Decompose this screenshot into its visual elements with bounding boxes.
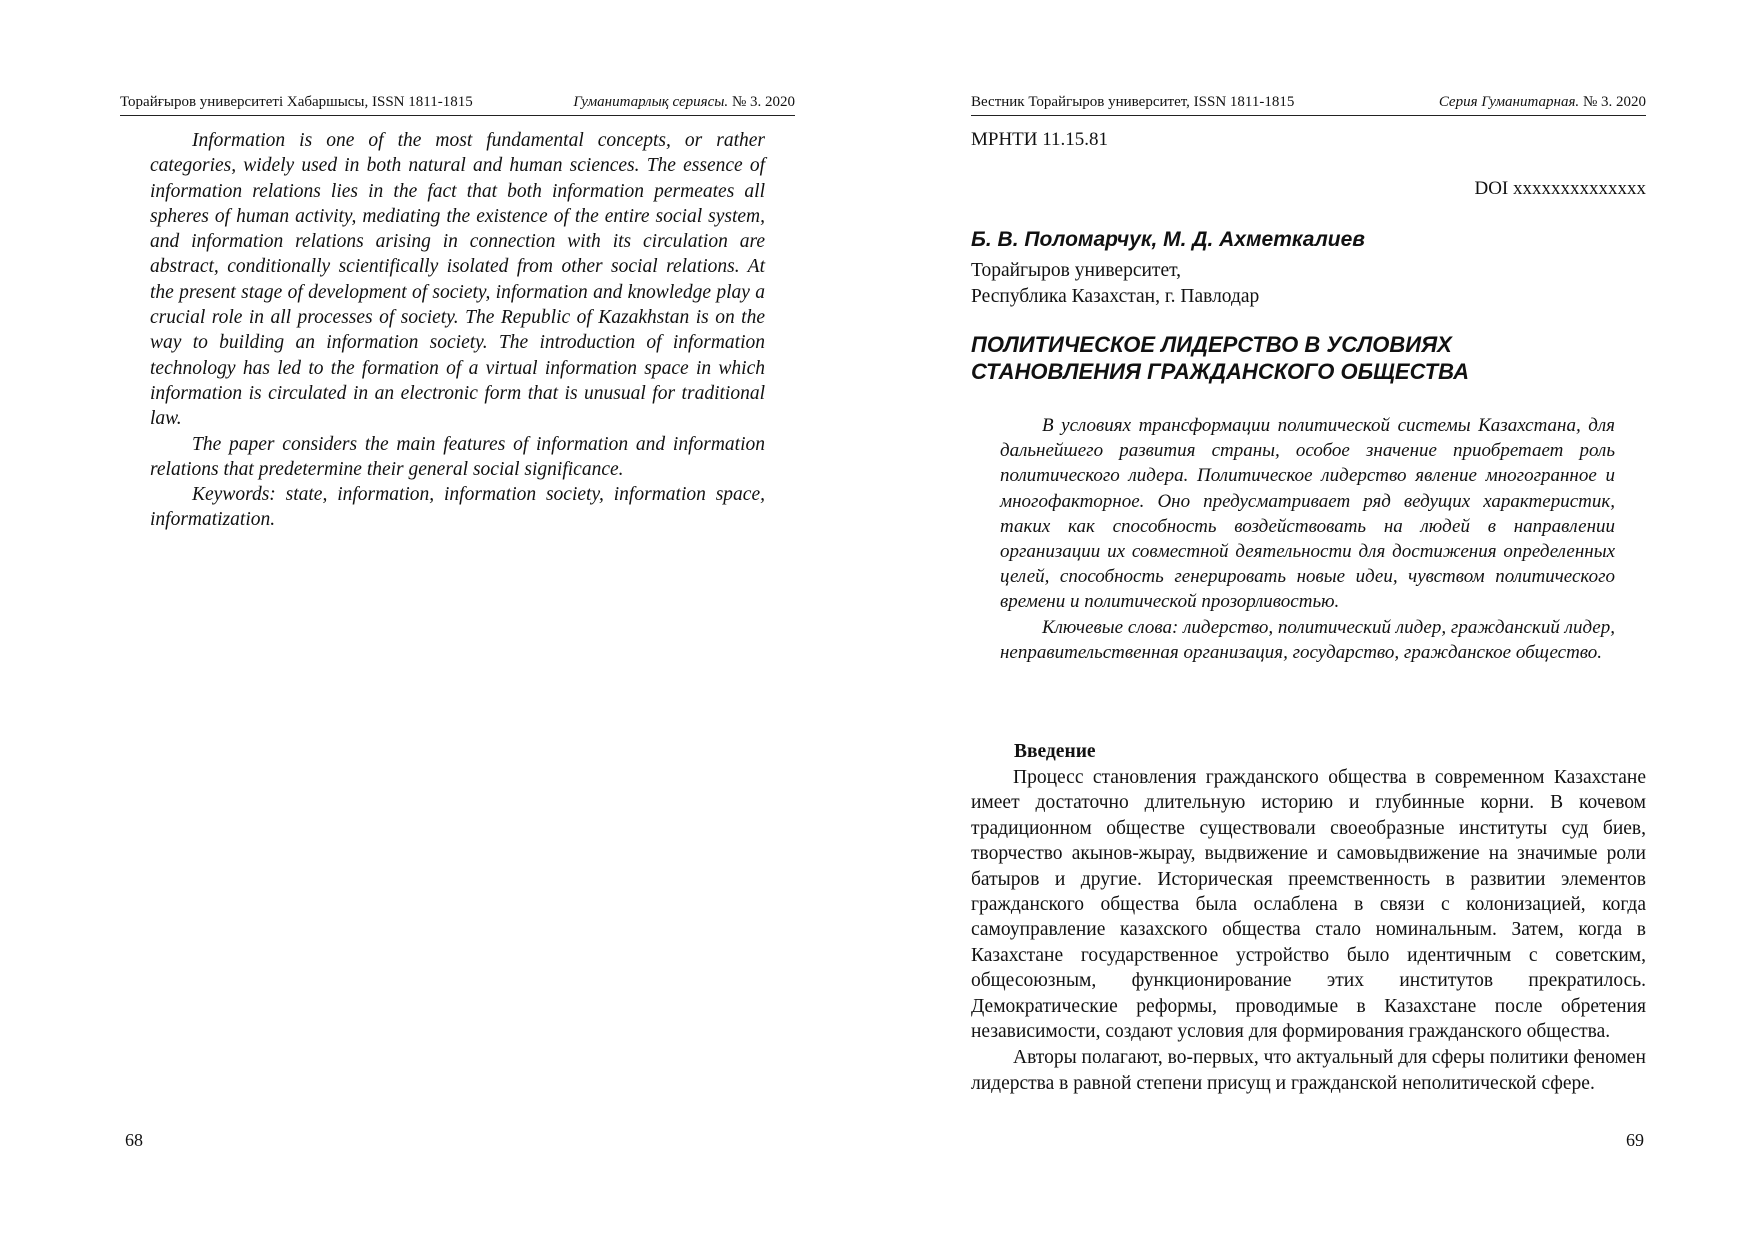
page-number-right: 69 <box>1626 1130 1644 1150</box>
body-paragraph: Авторы полагают, во-первых, что актуальный для сферы политики феномен лидерства в равной степени присущ и гражданской неполитической сфере. <box>971 1047 1646 1094</box>
affiliation-location: Республика Казахстан, г. Павлодар <box>971 286 1260 307</box>
page-number-left: 68 <box>125 1130 143 1150</box>
keywords-russian: Ключевые слова: лидерство, политический лидер, гражданский лидер, неправительственная организация, государство, гражданское общество. <box>1000 616 1615 663</box>
journal-title-russian: Вестник Торайгыров университет, ISSN 1811-1815 <box>971 94 1295 110</box>
article-title <box>971 331 1611 385</box>
running-header-right <box>971 93 1646 116</box>
body-paragraph: Процесс становления гражданского общества в современном Казахстане имеет достаточно длительную историю и глубинные корни. В кочевом традиционном обществе существовали своеобразные институты суд биев, творчество акынов-жырау, выдвижение и самовыдвижение на значимые роли батыров и другие. Историческая преемственность в развитии элементов гражданского общества была ослаблена в связи с колонизацией, когда самоуправление казахского общества стало номинальным. Затем, когда в Казахстане государственное устройство было идентичным с советским, общесоюзным, функционирование этих институтов прекратилось. Демократические реформы, проводимые в Казахстане после обретения независимости, создают условия для формирования гражданского общества. <box>971 767 1646 1043</box>
abstract-paragraph: The paper considers the main features of information and information relations that predetermine their general social significance. <box>150 433 765 480</box>
keywords-english: Keywords: state, information, information society, information space, informatization. <box>150 484 765 531</box>
running-header-left <box>120 93 795 116</box>
series-name: Гуманитарлық сериясы. <box>573 94 729 110</box>
abstract-paragraph: Information is one of the most fundamental concepts, or rather categories, widely used in both natural and human sciences. The essence of information relations lies in the fact that both information permeates all spheres of human activity, mediating the existence of the entire social system, and information relations arising in connection with its circulation are abstract, conditionally scientifically isolated from other social relations. At the present stage of development of society, information and knowledge play a crucial role in all processes of society. The Republic of Kazakhstan is on the way to building an information society. The introduction of information technology has led to the formation of a virtual information space in which information is circulated in an electronic form that is unusual for traditional law. <box>150 130 765 430</box>
section-heading-introduction: Введение <box>1014 741 1096 762</box>
issue-number: № 3. 2020 <box>731 94 795 110</box>
affiliation <box>971 258 1259 310</box>
authors: Б. В. Поломарчук, М. Д. Ахметкалиев <box>971 228 1365 251</box>
left-page <box>0 0 874 1241</box>
affiliation-university: Торайгыров университет, <box>971 260 1182 281</box>
series-issue-kazakh <box>573 93 795 111</box>
abstract-paragraph: В условиях трансформации политической системы Казахстана, для дальнейшего развития страны, особое значение приобретает роль политического лидера. Политическое лидерство явление многогранное и многофакторное. Оно предусматривает ряд ведущих характеристик, таких как способность воздействовать на людей в направлении организации их совместной деятельности для достижения определенных целей, способность генерировать новые идеи, чувством политического времени и политической прозорливостью. <box>1000 415 1615 613</box>
issue-number: № 3. 2020 <box>1582 94 1646 110</box>
abstract-english <box>150 128 765 533</box>
right-page <box>874 0 1749 1241</box>
series-issue-russian <box>1439 93 1646 111</box>
article-title-line: ПОЛИТИЧЕСКОЕ ЛИДЕРСТВО В УСЛОВИЯХ <box>971 332 1452 357</box>
abstract-russian <box>1000 413 1615 665</box>
mrnti-code: МРНТИ 11.15.81 <box>971 129 1109 150</box>
doi: DOI xxxxxxxxxxxxxx <box>1474 178 1646 199</box>
body-text <box>971 765 1646 1097</box>
series-name: Серия Гуманитарная. <box>1438 94 1580 110</box>
journal-title-kazakh: Торайғыров университеті Хабаршысы, ISSN 1811-1815 <box>120 94 473 110</box>
article-title-line: СТАНОВЛЕНИЯ ГРАЖДАНСКОГО ОБЩЕСТВА <box>971 359 1470 384</box>
